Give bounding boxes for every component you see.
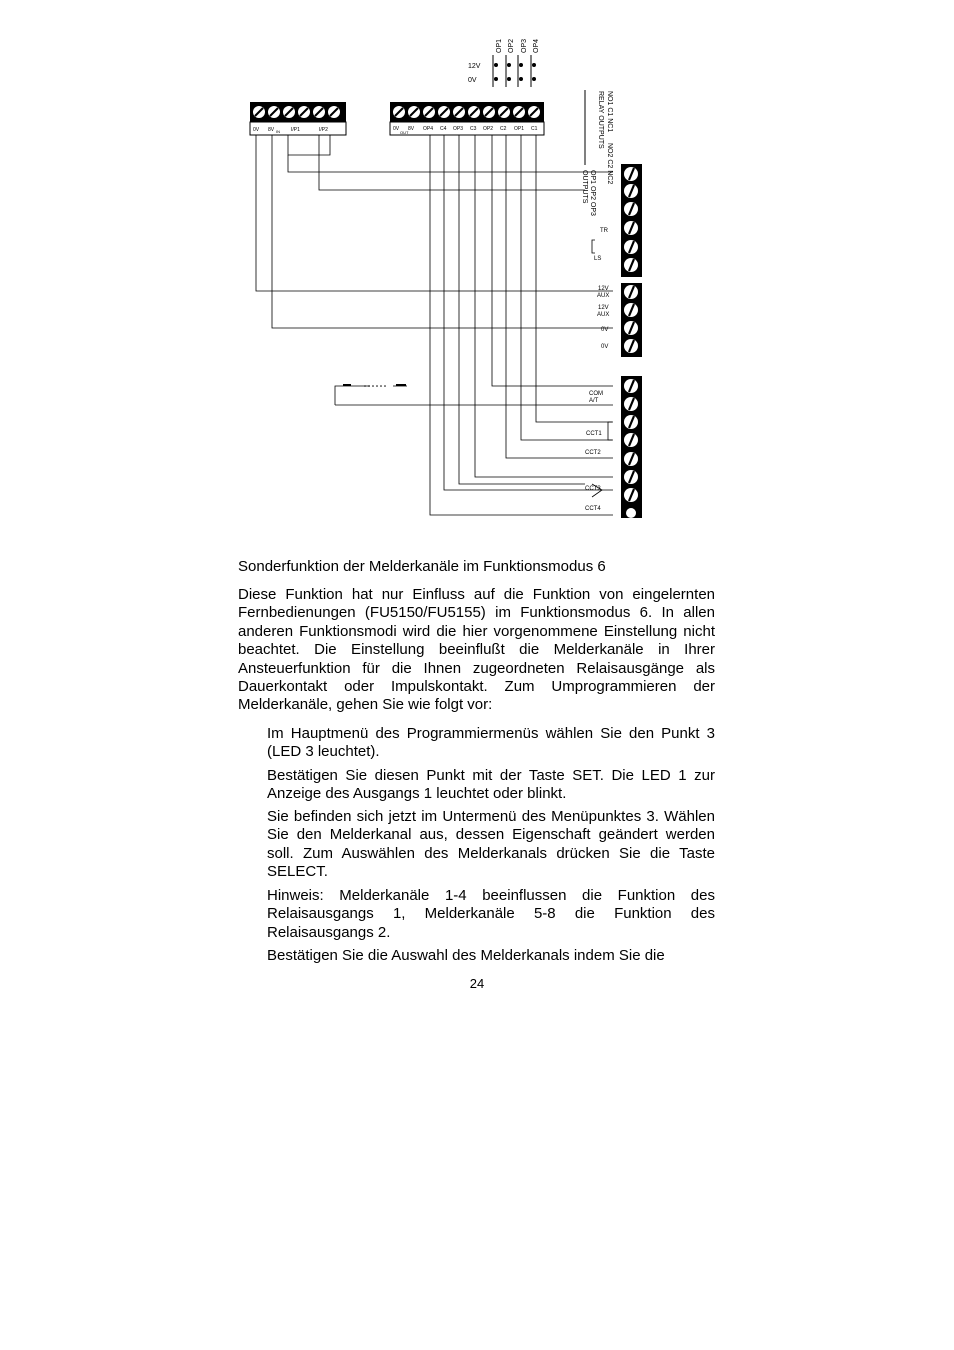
label-12v-aux-2: 12V [598, 305, 609, 311]
mid-block-label-op1: OP1 [514, 126, 525, 132]
step-1: Im Hauptmenü des Programmiermenüs wählen Sie den Punkt 3 (LED 3 leuchtet). [267, 725, 715, 761]
label-aux-1: AUX [597, 293, 610, 299]
page-number: 24 [469, 976, 485, 991]
left-block-label-0v: 0V [253, 127, 260, 133]
jumper-label-op1: OP1 [496, 38, 503, 53]
op-outputs-terminals: OP1 OP2 OP3 [589, 170, 596, 216]
step-4: Bestätigen Sie die Auswahl des Melderkanals indem Sie die [267, 947, 665, 964]
mid-block-label-c2: C2 [500, 126, 507, 132]
mid-block-label-c1: C1 [531, 126, 538, 132]
label-cct2: CCT2 [585, 450, 601, 456]
label-cct4: CCT4 [585, 506, 601, 512]
mid-block-label-out: OUT [400, 130, 409, 135]
jumper-label-op3: OP3 [521, 38, 528, 53]
wiring-diagram [230, 25, 670, 525]
section-heading: Sonderfunktion der Melderkanäle im Funktionsmodus 6 [238, 558, 606, 575]
mid-block-label-op2: OP2 [483, 126, 494, 132]
left-block-label-ip2: I/P2 [319, 127, 328, 133]
label-0v-a: 0V [601, 327, 609, 333]
relay-terminals-2: NO2 C2 NC2 [606, 143, 613, 185]
mid-block-label-c4: C4 [440, 126, 447, 132]
left-block-label-8v: 8V [268, 127, 275, 133]
label-12v-aux-1: 12V [598, 286, 609, 292]
label-aux-2: AUX [597, 312, 610, 318]
left-block-label-in: IN [276, 129, 280, 134]
label-at: A/T [589, 398, 599, 404]
label-cct3: CCT3 [585, 486, 601, 492]
label-cct1: CCT1 [586, 431, 602, 437]
jumper-row-0v: 0V [468, 77, 477, 84]
relay-terminals-1: NO1 C1 NC1 [606, 91, 613, 133]
label-com: COM [589, 391, 603, 397]
op-outputs-label: OUTPUTS [581, 170, 588, 204]
step-2: Bestätigen Sie diesen Punkt mit der Taste SET. Die LED 1 zur Anzeige des Ausgangs 1 leuchtet oder blinkt. [267, 767, 715, 803]
intro-paragraph: Diese Funktion hat nur Einfluss auf die Funktion von eingelernten Fernbedienungen (FU5150/FU5155) im Funktionsmodus 6. In allen anderen Funktionsmodi wird die hier vorgenommene Einstellung nicht beachtet. Die Einstellung beeinflußt die Melderkanäle in Ihrer Ansteuerfunktion für die Ihnen zugeordneten Relaisausgänge als Dauerkontakt oder Impulskontakt. Zum Umprogrammieren der Melderkanäle, gehen Sie wie folgt vor: [238, 586, 715, 714]
step-3: Sie befinden sich jetzt im Untermenü des Menüpunktes 3. Wählen Sie den Melderkanal aus, dessen Eigenschaft geändert werden soll. Zum Auswählen des Melderkanals drücken Sie die Taste SELECT. [267, 808, 715, 881]
mid-block-label-op4: OP4 [423, 126, 434, 132]
jumper-label-op4: OP4 [533, 38, 540, 53]
mid-block-label-c3: C3 [470, 126, 477, 132]
wires [256, 135, 613, 515]
mid-block-label-8v: 8V [408, 126, 415, 132]
jumper-label-op2: OP2 [508, 38, 515, 53]
jumper-row-12v: 12V [468, 63, 481, 70]
label-0v-b: 0V [601, 344, 609, 350]
mid-block-label-op3: OP3 [453, 126, 464, 132]
left-block-label-ip1: I/P1 [291, 127, 300, 133]
right-terminal-strips [621, 164, 642, 518]
relay-outputs-label: RELAY OUTPUTS [597, 91, 604, 149]
mid-block-label-0v: 0V [393, 126, 400, 132]
step-hint: Hinweis: Melderkanäle 1-4 beeinflussen die Funktion des Relaisausgangs 1, Melderkanäle 5-8 die Funktion des Relaisausgangs 2. [267, 887, 715, 941]
label-tr: TR [600, 228, 608, 234]
label-ls: LS [594, 256, 602, 262]
